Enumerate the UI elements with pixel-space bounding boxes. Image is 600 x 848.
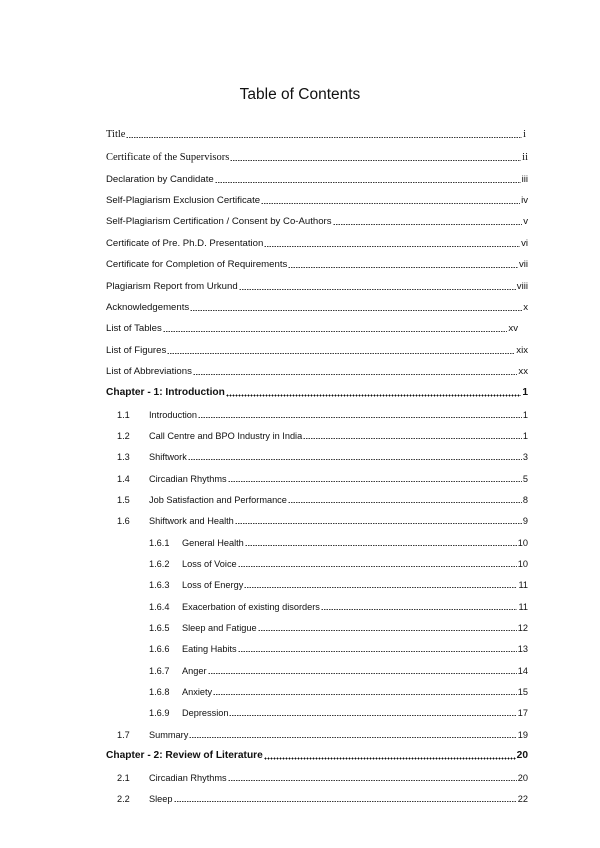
toc-page-number: viii xyxy=(516,281,528,292)
dot-leader xyxy=(193,373,518,376)
toc-page-number: 5 xyxy=(522,474,528,484)
toc-entry-text: Certificate for Completion of Requirements xyxy=(106,259,288,270)
toc-page-number: 19 xyxy=(517,730,528,740)
section-number: 1.3 xyxy=(117,452,130,462)
toc-entry-self-plagiarism-exclusion[interactable] xyxy=(106,193,528,207)
dot-leader xyxy=(188,458,522,461)
toc-page-number: 11 xyxy=(518,580,528,590)
toc-entry-text: Acknowledgements xyxy=(106,302,190,313)
toc-page-number: 14 xyxy=(517,666,528,676)
dot-leader xyxy=(261,202,520,205)
toc-subsection-1-6-9[interactable] xyxy=(149,705,528,719)
toc-page-number: xix xyxy=(516,345,528,356)
toc-entry-text: Self-Plagiarism Exclusion Certificate xyxy=(106,195,261,206)
dot-leader xyxy=(321,608,518,611)
section-number: 1.4 xyxy=(117,474,130,484)
section-number: 1.6.3 xyxy=(149,580,170,590)
section-number: 1.1 xyxy=(117,410,130,420)
toc-entry-text: General Health xyxy=(182,538,244,548)
toc-entry-text: Eating Habits xyxy=(182,644,237,654)
toc-entry-text: List of Tables xyxy=(106,323,162,334)
dot-leader xyxy=(208,672,517,675)
toc-page-number: 10 xyxy=(517,538,528,548)
toc-entry-text: Self-Plagiarism Certification / Consent by Co-Authors xyxy=(106,216,332,227)
section-number: 1.6.2 xyxy=(149,559,170,569)
toc-entry-text: Job Satisfaction and Performance xyxy=(149,495,287,505)
toc-subsection-1-6-6[interactable] xyxy=(149,641,528,655)
dot-leader xyxy=(239,288,516,291)
dot-leader xyxy=(228,480,522,483)
toc-subsection-1-6-3[interactable] xyxy=(149,577,528,591)
toc-entry-text: Circadian Rhythms xyxy=(149,773,227,783)
toc-entry-text: List of Abbreviations xyxy=(106,366,192,377)
dot-leader xyxy=(198,416,522,419)
dot-leader xyxy=(163,330,508,333)
section-number: 1.6.8 xyxy=(149,687,170,697)
toc-entry-text: Title xyxy=(106,129,126,140)
dot-leader xyxy=(167,352,515,355)
toc-entry-text: Circadian Rhythms xyxy=(149,474,227,484)
toc-page-number: ii xyxy=(522,152,528,163)
toc-section-2-1[interactable] xyxy=(117,770,528,784)
section-number: 1.6 xyxy=(117,516,130,526)
toc-page-number: 20 xyxy=(516,750,528,761)
section-number: 1.6.6 xyxy=(149,644,170,654)
section-number: 1.6.1 xyxy=(149,538,170,548)
toc-page-number: 12 xyxy=(517,623,528,633)
toc-entry-text: Anger xyxy=(182,666,207,676)
toc-page-number: x xyxy=(523,302,528,313)
toc-entry-text: Depression xyxy=(182,708,229,718)
toc-entry-text: Certificate of Pre. Ph.D. Presentation xyxy=(106,238,264,249)
dot-leader xyxy=(229,714,516,717)
dot-leader xyxy=(288,501,522,504)
dot-leader xyxy=(258,629,517,632)
toc-entry-text: Exacerbation of existing disorders xyxy=(182,602,320,612)
toc-page-number: 22 xyxy=(517,794,528,804)
toc-section-1-1[interactable] xyxy=(117,407,528,421)
toc-section-2-2[interactable] xyxy=(117,791,528,805)
dot-leader xyxy=(215,181,521,184)
toc-page-number: 17 xyxy=(517,708,528,718)
toc-entry-text: Loss of Energy xyxy=(182,580,244,590)
toc-section-1-2[interactable] xyxy=(117,428,528,442)
toc-section-1-4[interactable] xyxy=(117,471,528,485)
toc-page-number: 8 xyxy=(522,495,528,505)
toc-entry-completion-requirements[interactable] xyxy=(106,257,528,271)
dot-leader xyxy=(288,266,518,269)
dot-leader xyxy=(333,223,523,226)
toc-page-number: 3 xyxy=(522,452,528,462)
toc-page-number: 9 xyxy=(522,516,528,526)
toc-entry-text: Shiftwork and Health xyxy=(149,516,234,526)
toc-entry-list-of-abbreviations[interactable] xyxy=(106,364,528,378)
toc-subsection-1-6-8[interactable] xyxy=(149,684,528,698)
toc-entry-certificate-supervisors[interactable] xyxy=(106,150,528,164)
toc-entry-text: Call Centre and BPO Industry in India xyxy=(149,431,303,441)
toc-page-number: 15 xyxy=(517,687,528,697)
toc-entry-acknowledgements[interactable] xyxy=(106,300,528,314)
section-number: 2.2 xyxy=(117,794,130,804)
toc-chapter-text: Chapter - 2: Review of Literature xyxy=(106,750,263,761)
toc-page-number: 1 xyxy=(522,431,528,441)
toc-entry-list-of-tables[interactable] xyxy=(106,321,518,335)
toc-page-number: 20 xyxy=(517,773,528,783)
toc-entry-text: Summary xyxy=(149,730,189,740)
section-number: 1.2 xyxy=(117,431,130,441)
dot-leader xyxy=(303,437,522,440)
toc-section-1-3[interactable] xyxy=(117,449,528,463)
toc-chapter-1[interactable] xyxy=(106,385,528,399)
dot-leader xyxy=(245,544,517,547)
toc-entry-text: Declaration by Candidate xyxy=(106,174,214,185)
toc-page-number: 11 xyxy=(518,602,528,612)
dot-leader xyxy=(235,522,522,525)
page-title: Table of Contents xyxy=(239,86,361,103)
toc-chapter-text: Chapter - 1: Introduction xyxy=(106,387,225,398)
toc-page-number: i xyxy=(523,129,526,140)
toc-page-number: 10 xyxy=(517,559,528,569)
toc-entry-self-plagiarism-consent[interactable] xyxy=(106,214,528,228)
dot-leader xyxy=(213,693,517,696)
toc-entry-text: Introduction xyxy=(149,410,198,420)
section-number: 1.6.5 xyxy=(149,623,170,633)
toc-entry-list-of-figures[interactable] xyxy=(106,343,528,357)
toc-entry-text: Certificate of the Supervisors xyxy=(106,152,230,163)
toc-entry-pre-phd[interactable] xyxy=(106,236,528,250)
toc-entry-text: Loss of Voice xyxy=(182,559,237,569)
dot-leader xyxy=(264,245,520,248)
toc-subsection-1-6-5[interactable] xyxy=(149,620,528,634)
dot-leader xyxy=(126,136,522,139)
section-number: 1.5 xyxy=(117,495,130,505)
section-number: 1.6.4 xyxy=(149,602,170,612)
toc-section-1-7[interactable] xyxy=(117,727,528,741)
dot-leader xyxy=(264,757,516,760)
toc-chapter-2[interactable] xyxy=(106,748,528,762)
toc-page-number: vi xyxy=(521,238,528,249)
toc-entry-plagiarism-report[interactable] xyxy=(106,279,528,293)
toc-page-number: v xyxy=(523,216,528,227)
toc-page-number: xv xyxy=(508,323,518,334)
toc-entry-text: List of Figures xyxy=(106,345,167,356)
toc-page-number: 1 xyxy=(522,410,528,420)
section-number: 2.1 xyxy=(117,773,130,783)
toc-page-number: vii xyxy=(518,259,528,270)
toc-subsection-1-6-4[interactable] xyxy=(149,599,528,613)
toc-entry-text: Anxiety xyxy=(182,687,213,697)
section-number: 1.6.9 xyxy=(149,708,170,718)
toc-page-number: 1 xyxy=(522,387,528,398)
dot-leader xyxy=(238,565,517,568)
dot-leader xyxy=(228,779,517,782)
toc-entry-text: Sleep xyxy=(149,794,173,804)
toc-entry-text: Sleep and Fatigue xyxy=(182,623,257,633)
dot-leader xyxy=(189,736,516,739)
toc-subsection-1-6-1[interactable] xyxy=(149,535,528,549)
dot-leader xyxy=(190,309,522,312)
dot-leader xyxy=(244,586,517,589)
toc-subsection-1-6-2[interactable] xyxy=(149,556,528,570)
section-number: 1.7 xyxy=(117,730,130,740)
toc-page-number: iii xyxy=(521,174,528,185)
toc-entry-text: Shiftwork xyxy=(149,452,187,462)
toc-entry-text: Plagiarism Report from Urkund xyxy=(106,281,238,292)
toc-page-number: iv xyxy=(521,195,528,206)
toc-subsection-1-6-7[interactable] xyxy=(149,663,528,677)
dot-leader xyxy=(174,800,517,803)
toc-section-1-6[interactable] xyxy=(117,513,528,527)
toc-entry-title[interactable] xyxy=(106,127,526,141)
toc-entry-declaration[interactable] xyxy=(106,172,528,186)
dot-leader xyxy=(230,159,521,162)
toc-page-number: 13 xyxy=(517,644,528,654)
dot-leader xyxy=(238,650,517,653)
toc-page-number: xx xyxy=(518,366,528,377)
dot-leader xyxy=(226,394,521,397)
toc-section-1-5[interactable] xyxy=(117,492,528,506)
section-number: 1.6.7 xyxy=(149,666,170,676)
